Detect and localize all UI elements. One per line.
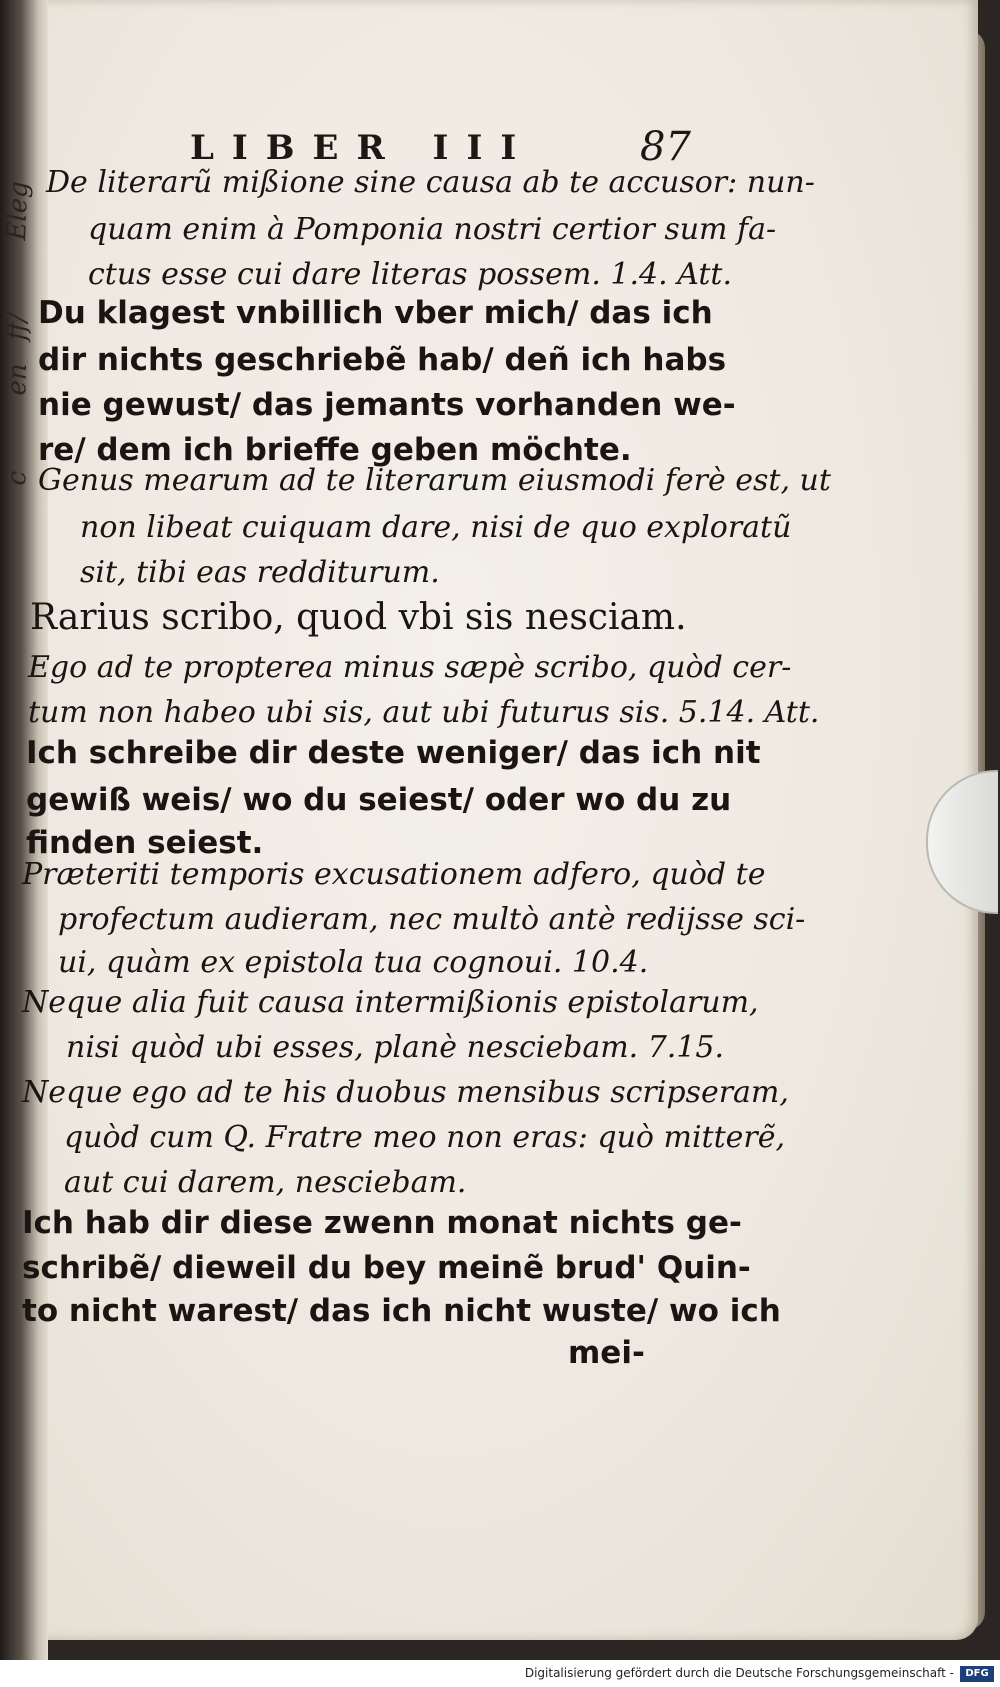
german-text-line: re/ dem ich brieffe geben möchte.: [38, 432, 632, 468]
latin-text-line: ui, quàm ex epistola tua cognoui. 10.4.: [58, 945, 649, 980]
latin-text-line: nisi quòd ubi esses, planè nesciebam. 7.15.: [66, 1030, 725, 1065]
german-text-line: dir nichts geschriebẽ hab/ deñ ich habs: [38, 342, 727, 378]
german-text-line: finden seiest.: [26, 825, 264, 861]
latin-text-line: Ego ad te propterea minus sæpè scribo, quòd cer-: [28, 650, 792, 685]
latin-text-line: aut cui darem, nesciebam.: [64, 1165, 467, 1200]
german-text-line: Ich schreibe dir deste weniger/ das ich nit: [26, 735, 761, 771]
latin-text-line: tum non habeo ubi sis, aut ubi futurus sis. 5.14. Att.: [28, 695, 820, 730]
german-text-line: Ich hab dir diese zwenn monat nichts ge-: [22, 1205, 742, 1241]
latin-text-line: non libeat cuiquam dare, nisi de quo exploratũ: [80, 510, 792, 545]
latin-text-line: ctus esse cui dare literas possem. 1.4. Att.: [88, 257, 732, 292]
latin-text-line: quam enim à Pomponia nostri certior sum fa-: [88, 212, 777, 247]
spine-fragment: c: [2, 470, 33, 487]
latin-text-line: Præteriti temporis excusationem adfero, quòd te: [22, 857, 766, 892]
latin-text-line: Neque alia fuit causa intermißionis epistolarum,: [22, 985, 759, 1020]
dfg-logo: DFG: [960, 1666, 994, 1682]
running-title: LIBER III: [190, 128, 535, 168]
german-text-line: to nicht warest/ das ich nicht wuste/ wo ich: [22, 1293, 781, 1329]
page-number: 87: [640, 124, 691, 170]
spine-fragment: Eleg: [2, 180, 35, 242]
german-text-line: Du klagest vnbillich vber mich/ das ich: [38, 295, 713, 331]
german-text-line: schribẽ/ dieweil du bey meinẽ brud' Quin-: [22, 1250, 751, 1286]
latin-text-line: Neque ego ad te his duobus mensibus scripseram,: [22, 1075, 789, 1110]
latin-text-line: sit, tibi eas redditurum.: [80, 555, 440, 590]
german-text-line: nie gewust/ das jemants vorhanden we-: [38, 387, 736, 423]
footer-credit: Digitalisierung gefördert durch die Deutsche Forschungsgemeinschaft -: [524, 1666, 954, 1680]
latin-text-line: profectum audieram, nec multò antè redijsse sci-: [58, 902, 806, 937]
spine-fragment: en: [2, 362, 34, 397]
german-text-line: mei-: [568, 1335, 645, 1371]
latin-text-line: Genus mearum ad te literarum eiusmodi ferè est, ut: [38, 463, 831, 498]
german-text-line: gewiß weis/ wo du seiest/ oder wo du zu: [26, 782, 732, 818]
spine-fragment: ff/: [2, 312, 33, 342]
latin-text-line: De literarũ mißione sine causa ab te accusor: nun-: [46, 165, 815, 200]
footer: [0, 1663, 1000, 1687]
latin-text-line: quòd cum Q. Fratre meo non eras: quò mitterẽ,: [64, 1120, 786, 1155]
section-heading: Rarius scribo, quod vbi sis nesciam.: [30, 597, 687, 638]
